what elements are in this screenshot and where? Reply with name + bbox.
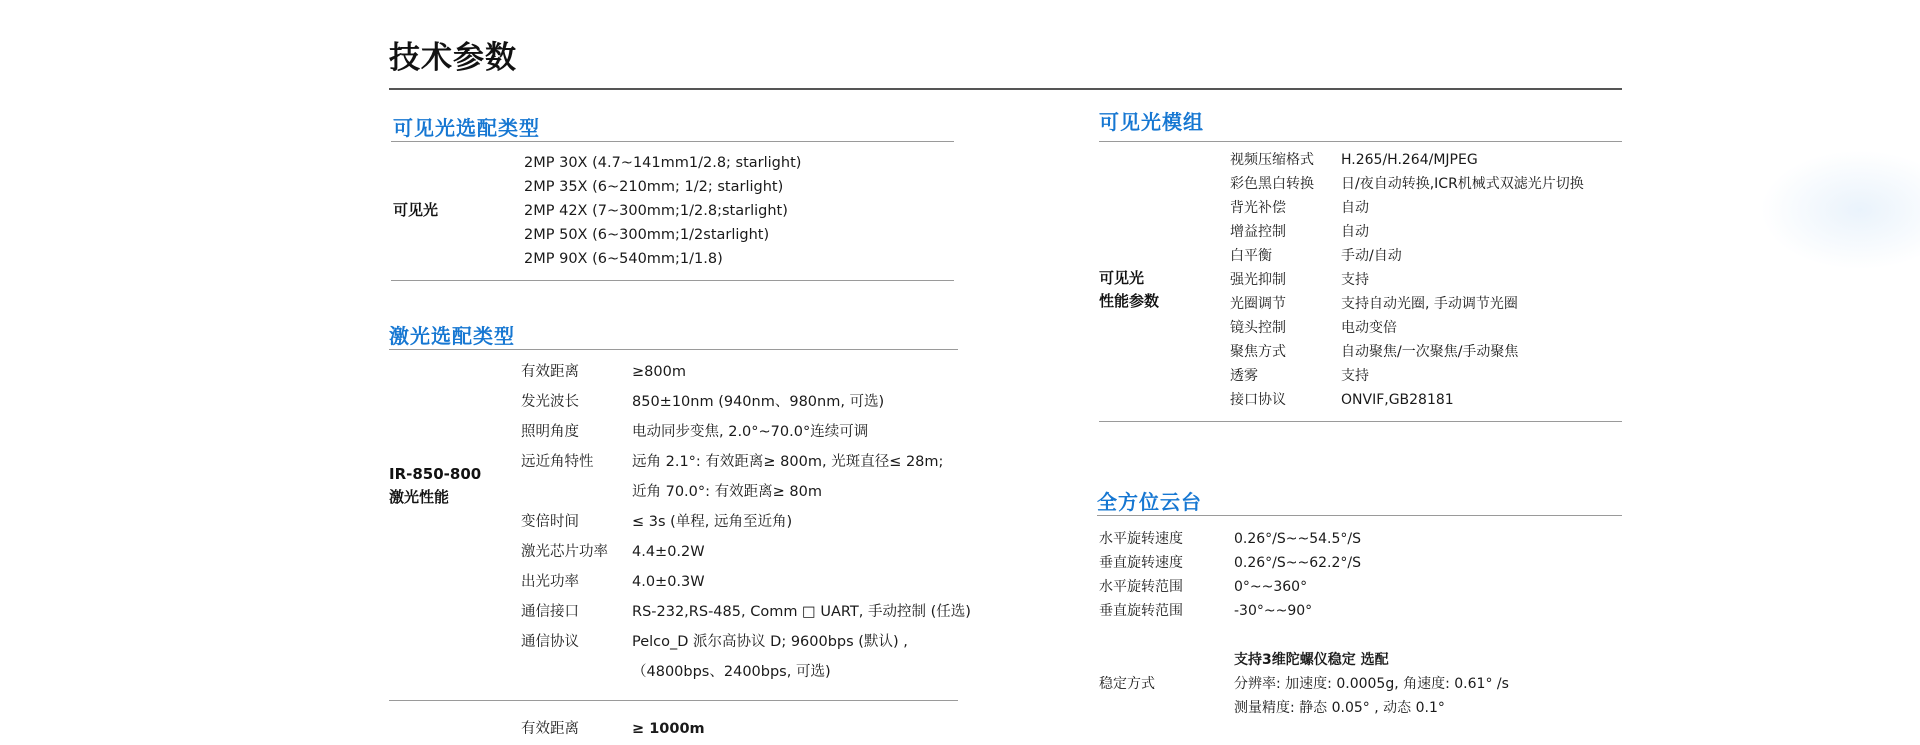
- spec-key: 照明角度: [521, 424, 579, 440]
- spec-key: 远近角特性: [521, 454, 594, 470]
- laser-keys: [521, 357, 608, 687]
- spec-key: 发光波长: [521, 394, 579, 410]
- list-item: 2MP 42X (7~300mm;1/2.8;starlight): [524, 203, 788, 219]
- spec-key: 强光抑制: [1230, 272, 1286, 288]
- spec-key: 垂直旋转速度: [1099, 555, 1183, 571]
- spec-value: 手动/自动: [1341, 248, 1402, 264]
- spec-value: 0.26°/S~~62.2°/S: [1234, 555, 1362, 571]
- spec-key: 光圈调节: [1230, 296, 1286, 312]
- stabilization-line: 分辨率: 加速度: 0.0005g, 角速度: 0.61° /s: [1234, 676, 1509, 692]
- spec-value: 电动同步变焦, 2.0°~70.0°连续可调: [632, 424, 869, 440]
- spec-value: 4.4±0.2W: [632, 544, 705, 560]
- laser-values: [632, 357, 971, 687]
- spec-key: 接口协议: [1230, 392, 1286, 408]
- spec-value: Pelco_D 派尔高协议 D; 9600bps (默认) ,: [632, 634, 908, 650]
- spec-key: 垂直旋转范围: [1099, 603, 1183, 619]
- section-divider: [1099, 421, 1622, 422]
- spec-key: 有效距离: [521, 721, 579, 737]
- spec-key: 聚焦方式: [1230, 344, 1286, 360]
- section-title-ptz: 全方位云台: [1097, 490, 1202, 514]
- spec-key: 彩色黑白转换: [1230, 176, 1314, 192]
- section-title-visible-options: 可见光选配类型: [393, 116, 540, 140]
- visible-module-label-line1: 可见光: [1099, 269, 1145, 287]
- spec-value: 自动: [1341, 224, 1369, 240]
- visible-options-list: [524, 151, 801, 271]
- spec-value: 4.0±0.3W: [632, 574, 705, 590]
- spec-key: 稳定方式: [1099, 676, 1155, 692]
- spec-key: 变倍时间: [521, 514, 579, 530]
- spec-value: ≥ 1000m: [632, 721, 705, 737]
- list-item: 2MP 50X (6~300mm;1/2starlight): [524, 227, 770, 243]
- spec-value: 0°~~360°: [1234, 579, 1308, 595]
- spec-value: 近角 70.0°: 有效距离≥ 80m: [632, 484, 822, 500]
- spec-key: 视频压缩格式: [1230, 152, 1314, 168]
- section-title-laser-options: 激光选配类型: [389, 324, 515, 348]
- spec-value: 支持: [1341, 272, 1369, 288]
- spec-key: 通信协议: [521, 634, 579, 650]
- background-glow: [1760, 150, 1920, 270]
- section-divider: [389, 700, 958, 701]
- spec-value: 自动聚焦/一次聚焦/手动聚焦: [1341, 344, 1519, 360]
- ptz-values: [1234, 527, 1361, 623]
- list-item: 2MP 30X (4.7~141mm1/2.8; starlight): [524, 155, 802, 171]
- visible-module-keys: [1230, 148, 1314, 412]
- visible-module-label-line2: 性能参数: [1099, 292, 1160, 310]
- spec-value: （4800bps、2400bps, 可选): [632, 664, 831, 680]
- spec-value: 0.26°/S~~54.5°/S: [1234, 531, 1362, 547]
- list-item: 2MP 90X (6~540mm;1/1.8): [524, 251, 723, 267]
- spec-key: 水平旋转范围: [1099, 579, 1183, 595]
- page-title: 技术参数: [389, 40, 517, 76]
- spec-key: [521, 657, 608, 687]
- laser-group-label-line1: IR-850-800: [389, 465, 482, 483]
- spec-key: 镜头控制: [1230, 320, 1286, 336]
- spec-key: 激光芯片功率: [521, 544, 608, 560]
- spec-value: 自动: [1341, 200, 1369, 216]
- list-item: 2MP 35X (6~210mm; 1/2; starlight): [524, 179, 784, 195]
- spec-value: -30°~~90°: [1234, 603, 1313, 619]
- section-divider: [1099, 141, 1622, 142]
- spec-value: RS-232,RS-485, Comm □ UART, 手动控制 (任选): [632, 604, 971, 620]
- stabilization-line: 测量精度: 静态 0.05° , 动态 0.1°: [1234, 700, 1445, 716]
- ptz-keys: [1099, 527, 1183, 623]
- spec-value: 支持自动光圈, 手动调节光圈: [1341, 296, 1518, 312]
- spec-key: 通信接口: [521, 604, 579, 620]
- spec-value: ≤ 3s (单程, 远角至近角): [632, 514, 793, 530]
- laser-group-label-line2: 激光性能: [389, 488, 450, 506]
- spec-key: 背光补偿: [1230, 200, 1286, 216]
- section-title-visible-module: 可见光模组: [1099, 110, 1204, 134]
- spec-value: 支持: [1341, 368, 1369, 384]
- spec-value: 日/夜自动转换,ICR机械式双滤光片切换: [1341, 176, 1584, 192]
- spec-value: 电动变倍: [1341, 320, 1397, 336]
- section-divider: [391, 141, 954, 142]
- spec-key: 水平旋转速度: [1099, 531, 1183, 547]
- laser-group-label: [389, 463, 481, 509]
- spec-key: 透雾: [1230, 368, 1258, 384]
- spec-value: ONVIF,GB28181: [1341, 392, 1454, 408]
- spec-value: H.265/H.264/MJPEG: [1341, 152, 1478, 168]
- stabilization-line: 支持3维陀螺仪稳定 选配: [1234, 652, 1389, 668]
- visible-options-label: 可见光: [393, 201, 439, 219]
- visible-module-values: [1341, 148, 1584, 412]
- section-divider: [389, 349, 958, 350]
- spec-key: 出光功率: [521, 574, 579, 590]
- section-divider: [391, 280, 954, 281]
- spec-value: ≥800m: [632, 364, 686, 380]
- spec-key: 有效距离: [521, 364, 579, 380]
- spec-key: [521, 477, 608, 507]
- spec-value: 远角 2.1°: 有效距离≥ 800m, 光斑直径≤ 28m;: [632, 454, 944, 470]
- spec-value: 850±10nm (940nm、980nm, 可选): [632, 394, 885, 410]
- stabilization-details: [1234, 648, 1509, 720]
- spec-key: 白平衡: [1230, 248, 1272, 264]
- spec-key: 增益控制: [1230, 224, 1286, 240]
- title-divider: [389, 88, 1622, 90]
- visible-module-label: [1099, 267, 1159, 313]
- section-divider: [1097, 515, 1622, 516]
